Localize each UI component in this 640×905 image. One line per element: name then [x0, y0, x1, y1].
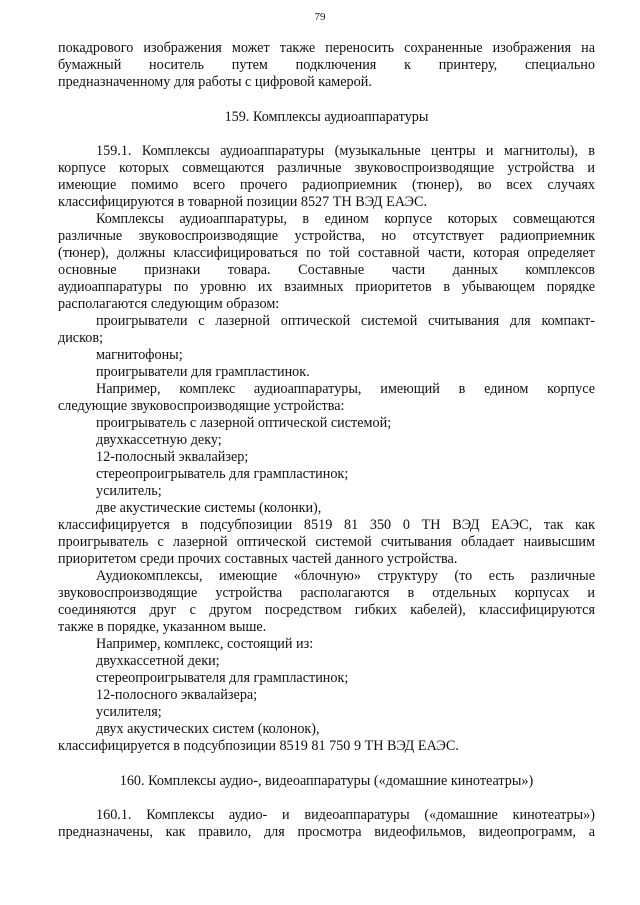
text-line: покадрового изображения может также переносить сохраненные изображения на — [58, 40, 595, 56]
section-heading: 160. Комплексы аудио-, видеоаппаратуры («домашние кинотеатры») — [119, 773, 534, 789]
page-number: 79 — [314, 11, 326, 23]
section-heading: 159. Комплексы аудиоаппаратуры — [224, 109, 429, 125]
text-line: соединяются друг с другом посредством гибких кабелей), классифицируются — [58, 602, 595, 618]
text-line: стереопроигрыватель для грампластинок; — [96, 466, 349, 482]
text-line: классифицируются в товарной позиции 8527 ТН ВЭД ЕАЭС. — [58, 194, 428, 210]
text-line: Аудиокомплексы, имеющие «блочную» структуру (то есть различные — [96, 568, 595, 584]
text-line: две акустические системы (колонки), — [96, 500, 322, 516]
text-line: проигрыватели с лазерной оптической системой считывания для компакт- — [96, 313, 595, 329]
text-line: проигрыватель с лазерной оптической системой; — [96, 415, 392, 431]
text-line: 12-полосный эквалайзер; — [96, 449, 249, 465]
text-line: проигрыватель с лазерной оптической системой считывания обладает наивысшим — [58, 534, 595, 550]
text-line: приоритетом среди прочих составных частей данного устройства. — [58, 551, 458, 567]
text-line: следующие звуковоспроизводящие устройства: — [58, 398, 345, 414]
text-line: Например, комплекс аудиоаппаратуры, имеющий в едином корпусе — [96, 381, 595, 397]
text-line: усилителя; — [96, 704, 162, 720]
text-line: различные звуковоспроизводящие устройства, но отсутствует радиоприемник — [58, 228, 595, 244]
text-line: магнитофоны; — [96, 347, 183, 363]
text-line: классифицируется в подсубпозиции 8519 81 350 0 ТН ВЭД ЕАЭС, так как — [58, 517, 595, 533]
text-line: Например, комплекс, состоящий из: — [96, 636, 314, 652]
text-line: основные признаки товара. Составные части данных комплексов — [58, 262, 595, 278]
text-line: двух акустических систем (колонок), — [96, 721, 320, 737]
text-line: стереопроигрывателя для грампластинок; — [96, 670, 349, 686]
text-line: имеющие помимо всего прочего радиоприемник (тюнер), во всех случаях — [58, 177, 595, 193]
text-line: проигрыватели для грампластинок. — [96, 364, 310, 380]
text-line: дисков; — [58, 330, 104, 346]
text-line: 160.1. Комплексы аудио- и видеоаппаратуры («домашние кинотеатры») — [96, 807, 595, 823]
text-line: классифицируется в подсубпозиции 8519 81 750 9 ТН ВЭД ЕАЭС. — [58, 738, 459, 754]
text-line: бумажный носитель путем подключения к принтеру, специально — [58, 57, 595, 73]
text-line: предназначенному для работы с цифровой камерой. — [58, 74, 372, 90]
text-line: аудиоаппаратуры по уровню их взаимных приоритетов в убывающем порядке — [58, 279, 595, 295]
text-line: Комплексы аудиоаппаратуры, в едином корпусе которых совмещаются — [96, 211, 595, 227]
text-line: предназначены, как правило, для просмотра видеофильмов, видеопрограмм, а — [58, 824, 595, 840]
text-line: усилитель; — [96, 483, 162, 499]
text-line: корпусе которых совмещаются различные звуковоспроизводящие устройства и — [58, 160, 595, 176]
text-line: двухкассетную деку; — [96, 432, 222, 448]
text-line: двухкассетной деки; — [96, 653, 220, 669]
text-line: также в порядке, указанном выше. — [58, 619, 267, 635]
text-line: звуковоспроизводящие устройства располагаются в отдельных корпусах и — [58, 585, 595, 601]
text-line: располагаются следующим образом: — [58, 296, 280, 312]
text-line: (тюнер), должны классифицироваться по той составной части, которая определяет — [58, 245, 595, 261]
text-line: 12-полосного эквалайзера; — [96, 687, 258, 703]
text-line: 159.1. Комплексы аудиоаппаратуры (музыкальные центры и магнитолы), в — [96, 143, 595, 159]
